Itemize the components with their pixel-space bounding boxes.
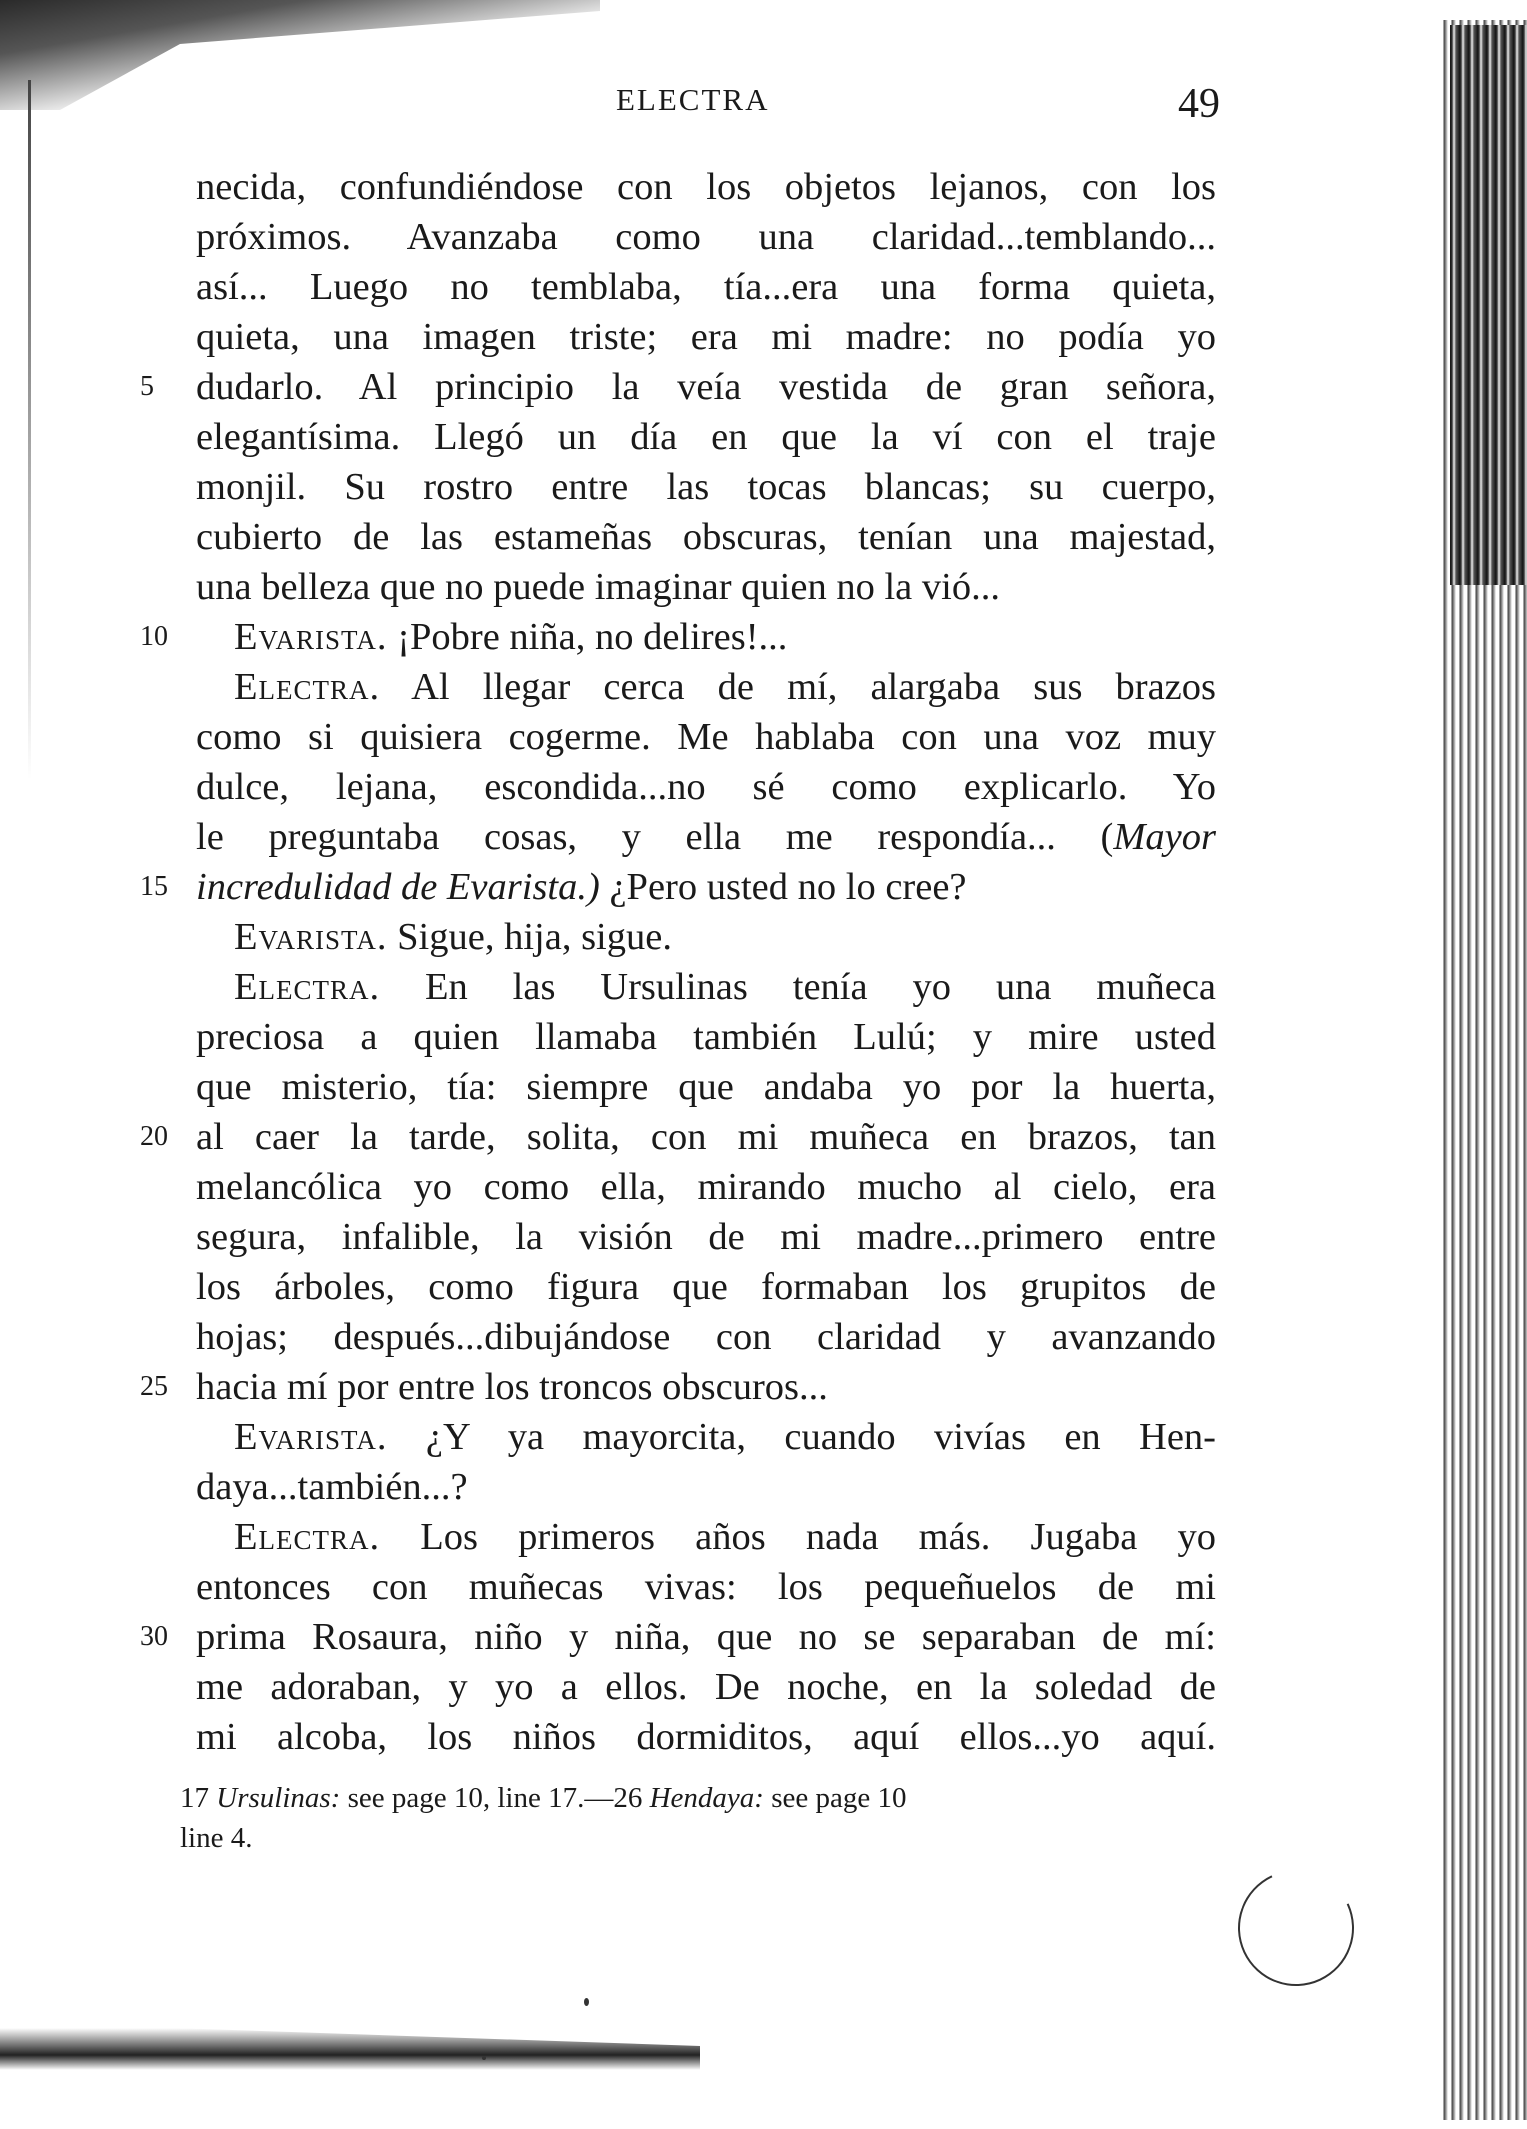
speaker-name: Electra. xyxy=(234,966,381,1008)
text-line: 15 incredulidad de Evarista.) ¿Pero usted no lo cree? xyxy=(196,862,1216,912)
text-line: preciosa a quien llamaba también Lulú; y mire usted xyxy=(196,1016,1216,1058)
text-line: Electra. En las Ursulinas tenía yo una muñeca xyxy=(234,966,1216,1008)
text-line: elegantísima. Llegó un día en que la ví con el traje xyxy=(196,416,1216,458)
text-line: daya...también...? xyxy=(196,1466,468,1508)
footnote-text: see page 10 xyxy=(771,1782,907,1814)
text-line: 5 dudarlo. Al principio la veía vestida de gran señora, xyxy=(196,362,1216,412)
text-line: Electra. Al llegar cerca de mí, alargaba sus brazos xyxy=(234,666,1216,708)
page-header xyxy=(0,82,1527,142)
speaker-name: Evarista. xyxy=(234,1416,388,1458)
text-line: Evarista. Sigue, hija, sigue. xyxy=(234,916,672,958)
text-line: los árboles, como figura que formaban los grupitos de xyxy=(196,1266,1216,1308)
ink-dot xyxy=(482,2056,486,2060)
footnote-term: Hendaya: xyxy=(649,1782,764,1814)
circle-mark xyxy=(1222,1854,1371,2003)
footnote xyxy=(180,1778,1210,1858)
text-line: dulce, lejana, escondida...no sé como explicarlo. Yo xyxy=(196,766,1216,808)
stage-direction: Mayor xyxy=(1113,816,1216,858)
footnote-number: 17 xyxy=(180,1782,209,1814)
speaker-name: Evarista. xyxy=(234,916,388,958)
text-line: 20 al caer la tarde, solita, con mi muñeca en brazos, tan xyxy=(196,1112,1216,1162)
scan-bottom-shadow xyxy=(0,2010,700,2070)
text-line: Evarista. ¿Y ya mayorcita, cuando vivías en Hen- xyxy=(234,1416,1217,1458)
text-line: próximos. Avanzaba como una claridad...temblando... xyxy=(196,216,1216,258)
text-line: mi alcoba, los niños dormiditos, aquí ellos...yo aquí. xyxy=(196,1716,1216,1758)
text-line: así... Luego no temblaba, tía...era una forma quieta, xyxy=(196,266,1216,308)
line-number: 20 xyxy=(140,1121,168,1152)
line-number: 15 xyxy=(140,871,168,902)
line-number: 10 xyxy=(140,621,168,652)
text-line: necida, confundiéndose con los objetos lejanos, con los xyxy=(196,166,1216,208)
ink-dot xyxy=(584,1998,589,2006)
line-number: 30 xyxy=(140,1621,168,1652)
text-line: que misterio, tía: siempre que andaba yo por la huerta, xyxy=(196,1066,1216,1108)
text-line: monjil. Su rostro entre las tocas blancas; su cuerpo, xyxy=(196,466,1216,508)
text-line: segura, infalible, la visión de mi madre...primero entre xyxy=(196,1216,1216,1258)
speaker-name: Electra. xyxy=(234,666,381,708)
footnote-line xyxy=(180,1778,1210,1818)
footnote-number: 26 xyxy=(613,1782,643,1814)
text-line: me adoraban, y yo a ellos. De noche, en la soledad de xyxy=(196,1666,1216,1708)
stage-direction: incredulidad de Evarista.) xyxy=(196,866,600,908)
footnote-term: Ursulinas: xyxy=(216,1782,341,1814)
footnote-text: see page 10, line 17.— xyxy=(347,1782,614,1814)
text-line: cubierto de las estameñas obscuras, tenían una majestad, xyxy=(196,516,1216,558)
footnote-line: line 4. xyxy=(180,1822,253,1854)
speaker-name: Evarista. xyxy=(234,616,388,658)
text-line: entonces con muñecas vivas: los pequeñuelos de mi xyxy=(196,1566,1216,1608)
text-line: hojas; después...dibujándose con claridad y avanzando xyxy=(196,1316,1216,1358)
text-line: quieta, una imagen triste; era mi madre: no podía yo xyxy=(196,316,1216,358)
text-line: una belleza que no puede imaginar quien no la vió... xyxy=(196,566,1000,608)
line-number: 25 xyxy=(140,1371,168,1402)
running-head: ELECTRA xyxy=(616,82,770,117)
page-number: 49 xyxy=(1178,81,1220,127)
text-line: como si quisiera cogerme. Me hablaba con una voz muy xyxy=(196,716,1216,758)
text-line: Electra. Los primeros años nada más. Jugaba yo xyxy=(234,1516,1217,1558)
scan-left-edge xyxy=(28,80,31,780)
text-line: le preguntaba cosas, y ella me respondía... (Mayor xyxy=(196,816,1216,858)
body-text xyxy=(140,162,1217,1762)
text-line: melancólica yo como ella, mirando mucho al cielo, era xyxy=(196,1166,1216,1208)
text-line: 10 Evarista. ¡Pobre niña, no delires!... xyxy=(196,612,1216,662)
text-line: 30 prima Rosaura, niño y niña, que no se separaban de mí: xyxy=(196,1612,1216,1662)
line-number: 5 xyxy=(140,371,154,402)
speaker-name: Electra. xyxy=(234,1516,381,1558)
text-line: 25 hacia mí por entre los troncos obscuros... xyxy=(196,1362,1216,1412)
